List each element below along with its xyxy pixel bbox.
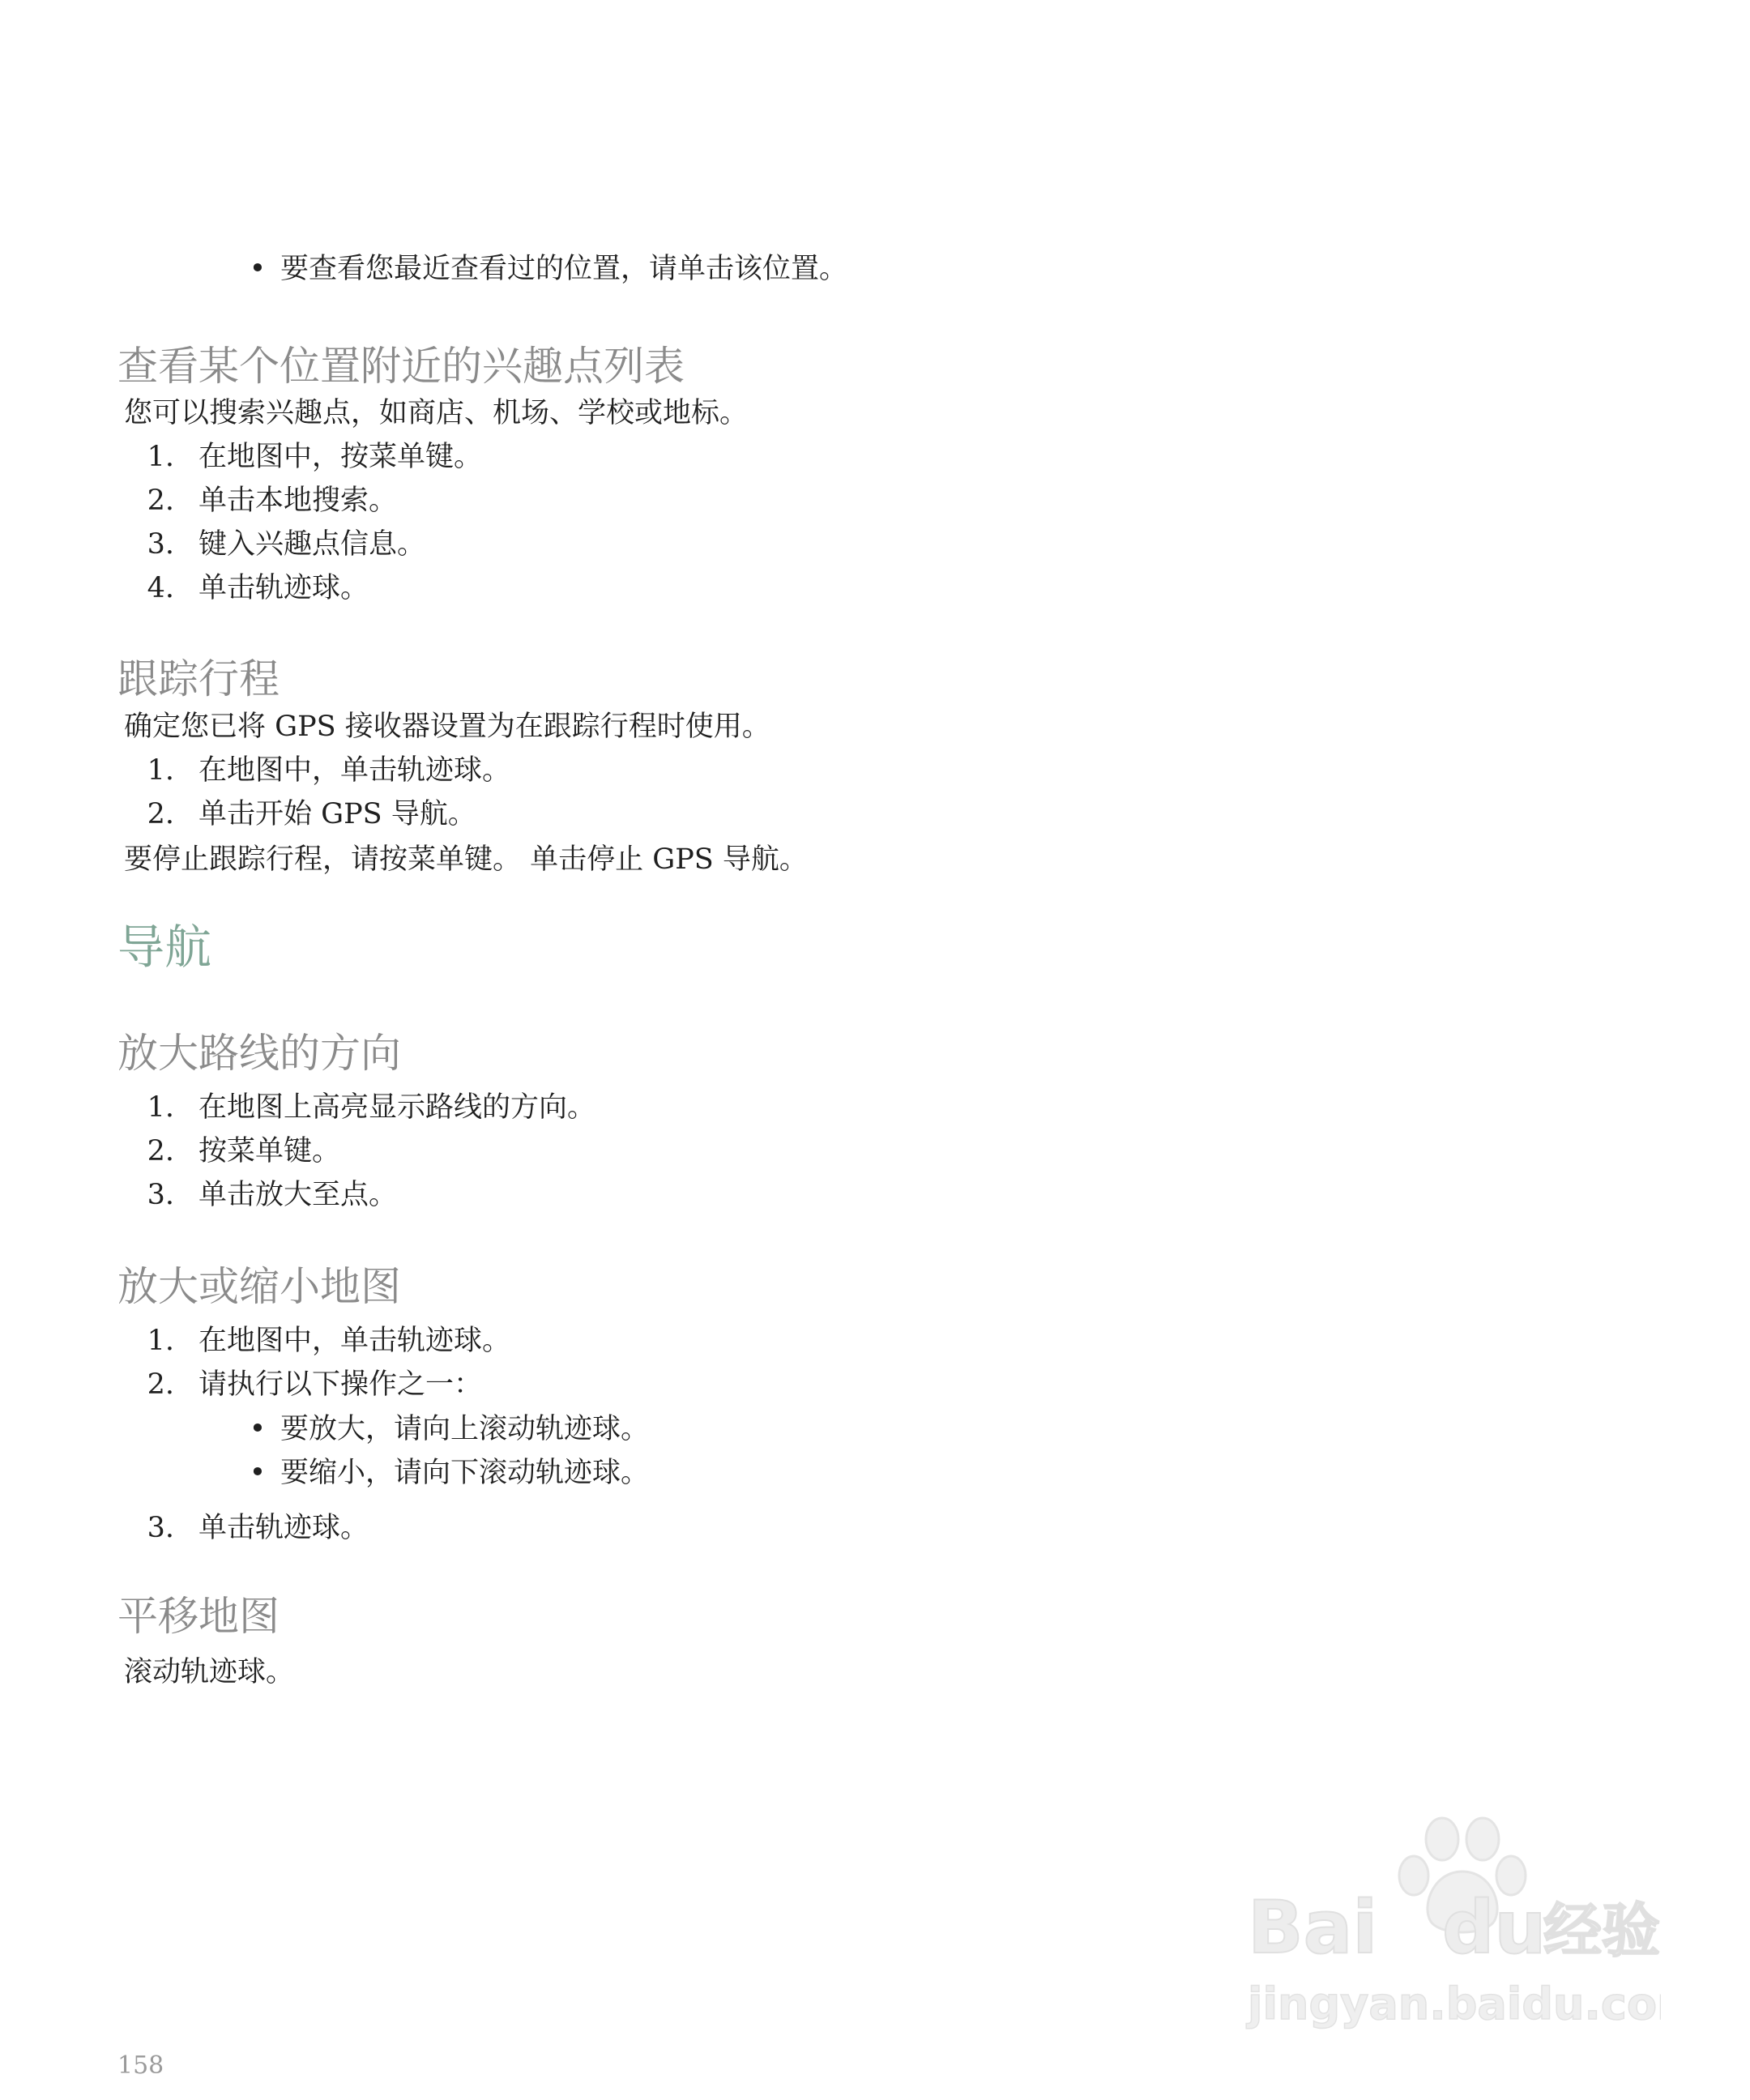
bullet-text: 要缩小，请向下滚动轨迹球。 (280, 1457, 650, 1489)
paragraph-track-intro: 确定您已将 GPS 接收器设置为在跟踪行程时使用。 (124, 711, 770, 743)
bullet-item (243, 1455, 649, 1491)
step-number: 1. (147, 754, 174, 787)
step-item (126, 570, 369, 606)
bullet-item (243, 1411, 649, 1447)
step-text: 键入兴趣点信息。 (198, 528, 426, 561)
step-number: 1. (147, 441, 174, 473)
step-item (126, 796, 476, 832)
step-text: 按菜单键。 (198, 1135, 341, 1167)
baidu-jingyan-watermark (1240, 1807, 1661, 2050)
step-text: 单击放大至点。 (198, 1179, 398, 1211)
step-text: 在地图中，按菜单键。 (198, 441, 483, 473)
step-item (126, 483, 397, 519)
step-text: 单击开始 GPS 导航。 (198, 798, 476, 830)
step-text: 单击本地搜索。 (198, 484, 398, 517)
chapter-heading-navigation: 导航 (117, 920, 212, 975)
step-item (126, 1177, 397, 1213)
step-number: 3. (147, 1512, 174, 1544)
step-text: 在地图中，单击轨迹球。 (198, 1325, 511, 1357)
section-heading-zoom-map: 放大或缩小地图 (117, 1263, 401, 1310)
baidu-paw-logo-icon (1240, 1807, 1661, 2050)
step-number: 3. (147, 528, 174, 561)
step-item (126, 1323, 510, 1359)
section-heading-pan-map: 平移地图 (117, 1593, 280, 1640)
bullet-dot: • (249, 1457, 267, 1489)
step-text: 请执行以下操作之一： (198, 1368, 483, 1401)
section-heading-poi: 查看某个位置附近的兴趣点列表 (117, 343, 685, 390)
step-number: 2. (147, 1368, 174, 1401)
paragraph-poi-intro: 您可以搜索兴趣点，如商店、机场、学校或地标。 (124, 397, 749, 429)
step-item (126, 1133, 340, 1169)
step-text: 单击轨迹球。 (198, 1512, 369, 1544)
step-item (126, 1090, 595, 1125)
step-item (126, 1367, 482, 1402)
step-number: 2. (147, 1135, 174, 1167)
paragraph-track-outro: 要停止跟踪行程，请按菜单键。 单击停止 GPS 导航。 (124, 843, 808, 876)
page-number: 158 (117, 2051, 164, 2080)
step-number: 2. (147, 484, 174, 517)
svg-text:Bai: Bai (1248, 1885, 1378, 1970)
svg-text:du: du (1442, 1885, 1547, 1970)
step-text: 在地图中，单击轨迹球。 (198, 754, 511, 787)
step-number: 4. (147, 572, 174, 604)
bullet-dot: • (249, 253, 267, 285)
step-text: 单击轨迹球。 (198, 572, 369, 604)
step-number: 3. (147, 1179, 174, 1211)
step-item (126, 527, 425, 562)
section-heading-track: 跟踪行程 (117, 655, 280, 702)
svg-text:jingyan.baidu.com: jingyan.baidu.com (1248, 1978, 1661, 2030)
step-number: 1. (147, 1325, 174, 1357)
step-text: 在地图上高亮显示路线的方向。 (198, 1091, 596, 1124)
bullet-text: 要放大，请向上滚动轨迹球。 (280, 1413, 650, 1445)
bullet-dot: • (249, 1413, 267, 1445)
bullet-item (243, 251, 847, 287)
step-item (126, 1510, 369, 1546)
step-number: 1. (147, 1091, 174, 1124)
bullet-text: 要查看您最近查看过的位置，请单击该位置。 (280, 253, 848, 285)
step-number: 2. (147, 798, 174, 830)
svg-text:经验: 经验 (1543, 1897, 1661, 1965)
paragraph-pan: 滚动轨迹球。 (124, 1656, 295, 1688)
step-item (126, 753, 510, 788)
section-heading-zoom-direction: 放大路线的方向 (117, 1030, 401, 1077)
step-item (126, 439, 482, 475)
